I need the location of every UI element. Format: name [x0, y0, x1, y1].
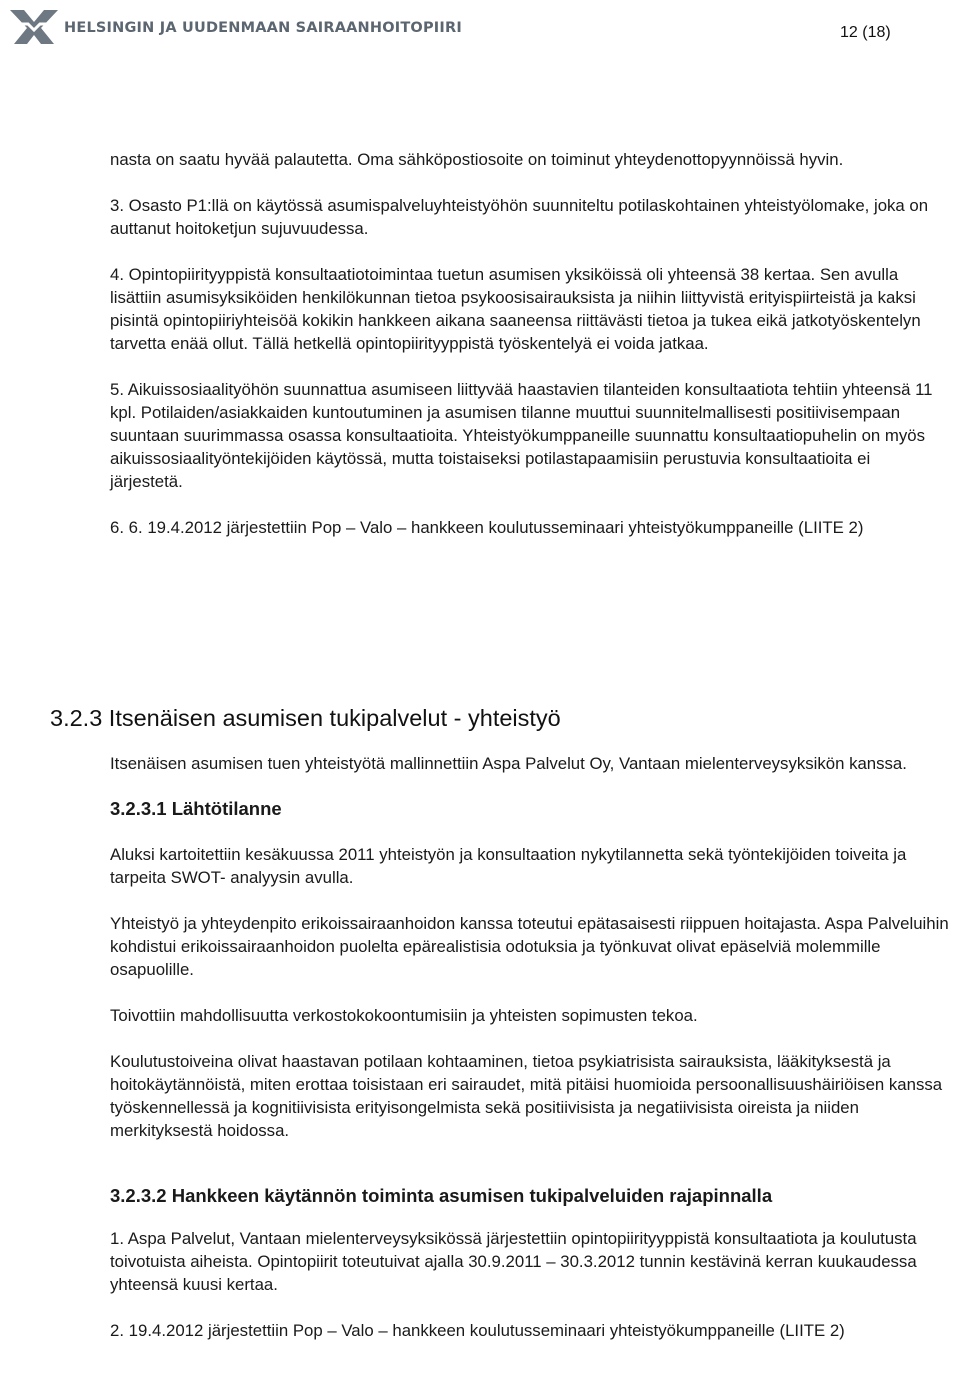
- list-continuation: [110, 148, 940, 539]
- subsection-title-1: 3.2.3.1 Lähtötilanne: [110, 798, 282, 819]
- subsection-1-paragraph: Koulutustoiveina olivat haastavan potilaan kohtaaminen, tietoa psykiatrisista sairauksista, lääkityksestä ja hoitokäytännöistä, miten erottaa toisistaan eri sairaudet, mitä pitäisi huomioida persoonallisuushäiriöisen kanssa työskennellessä ja kognitiivisista erityisongelmista sekä positiivisista ja negatiivisista oireista ja niiden merkityksestä hoidossa.: [110, 1052, 943, 1140]
- subsection-1-paragraph: Toivottiin mahdollisuutta verkostokokoontumisiin ja yhteisten sopimusten tekoa.: [110, 1006, 698, 1025]
- list-item-4: 4. Opintopiirityyppistä konsultaatiotoimintaa tuetun asumisen yksiköissä oli yhteensä 38 kertaa. Sen avulla lisättiin asumisyksiköiden henkilökunnan tietoa psykoosisairauksista ja niihin liittyvistä erityispiirteistä ja kaksi pisintä opintopiiriyhteisöä kokikin hankkeen aikana saaneensa riittävästi tietoa ja tukea eikä jatkotyöskentelyn tarvetta enää ollut. Tällä hetkellä opintopiirityyppistä työskentelyä ei voida jatkaa.: [110, 265, 921, 353]
- paragraph-continuation: nasta on saatu hyvää palautetta. Oma sähköpostiosoite on toiminut yhteydenottopyynnöissä hyvin.: [110, 150, 844, 169]
- hus-logo-icon: [8, 6, 60, 46]
- list-item-5: 5. Aikuissosiaalityöhön suunnattua asumiseen liittyvää haastavien tilanteiden konsultaatiota tehtiin yhteensä 11 kpl. Potilaiden/asiakkaiden kuntoutuminen ja asumisen tilanne muuttui suunnitelmallisesti positiivisempaan suuntaan suurimmassa osassa konsultaatioita. Yhteistyökumppaneille suunnattu konsultaatiopuhelin on myös aikuissosiaalityöntekijöiden käytössä, mutta toistaiseksi potilastapaamisiin perustuvia konsultaatioita ei järjestetä.: [110, 380, 933, 491]
- subsection-1-paragraph: Aluksi kartoitettiin kesäkuussa 2011 yhteistyön ja konsultaation nykytilannetta sekä työntekijöiden toiveita ja tarpeita SWOT- analyysin avulla.: [110, 845, 907, 887]
- section-title: 3.2.3 Itsenäisen asumisen tukipalvelut - yhteistyö: [50, 705, 561, 731]
- list-item-6: 6. 6. 19.4.2012 järjestettiin Pop – Valo – hankkeen koulutusseminaari yhteistyökumppaneille (LIITE 2): [110, 518, 864, 537]
- organization-name: HELSINGIN JA UUDENMAAN SAIRAANHOITOPIIRI: [64, 20, 462, 36]
- page-number: 12 (18): [840, 24, 891, 41]
- subsection-2-item-2: 2. 19.4.2012 järjestettiin Pop – Valo – hankkeen koulutusseminaari yhteistyökumppaneille (LIITE 2): [110, 1321, 845, 1340]
- list-item-3: 3. Osasto P1:llä on käytössä asumispalveluyhteistyöhön suunniteltu potilaskohtainen yhteistyölomake, joka on auttanut hoitoketjun sujuvuudessa.: [110, 196, 929, 238]
- section-body: [110, 752, 952, 1342]
- subsection-title-2: 3.2.3.2 Hankkeen käytännön toiminta asumisen tukipalveluiden rajapinnalla: [110, 1185, 773, 1206]
- subsection-2-item-1: 1. Aspa Palvelut, Vantaan mielenterveysyksikössä järjestettiin opintopiirityyppistä konsultaatiota ja koulutusta toivotuista aiheista. Opintopiirit toteutuivat ajalla 30.9.2011 – 30.3.2012 tunnin kestävinä kerran kuukaudessa yhteensä kuusi kertaa.: [110, 1229, 917, 1294]
- section-intro: Itsenäisen asumisen tuen yhteistyötä mallinnettiin Aspa Palvelut Oy, Vantaan mielenterveysyksikön kanssa.: [110, 754, 907, 773]
- page-header: [0, 0, 960, 60]
- subsection-1-paragraph: Yhteistyö ja yhteydenpito erikoissairaanhoidon kanssa toteutui epätasaisesti riippuen hoitajasta. Aspa Palveluihin kohdistui erikoissairaanhoidon puolelta epärealistisia odotuksia ja työnkuvat olivat epäselviä molemmille osapuolille.: [110, 914, 949, 979]
